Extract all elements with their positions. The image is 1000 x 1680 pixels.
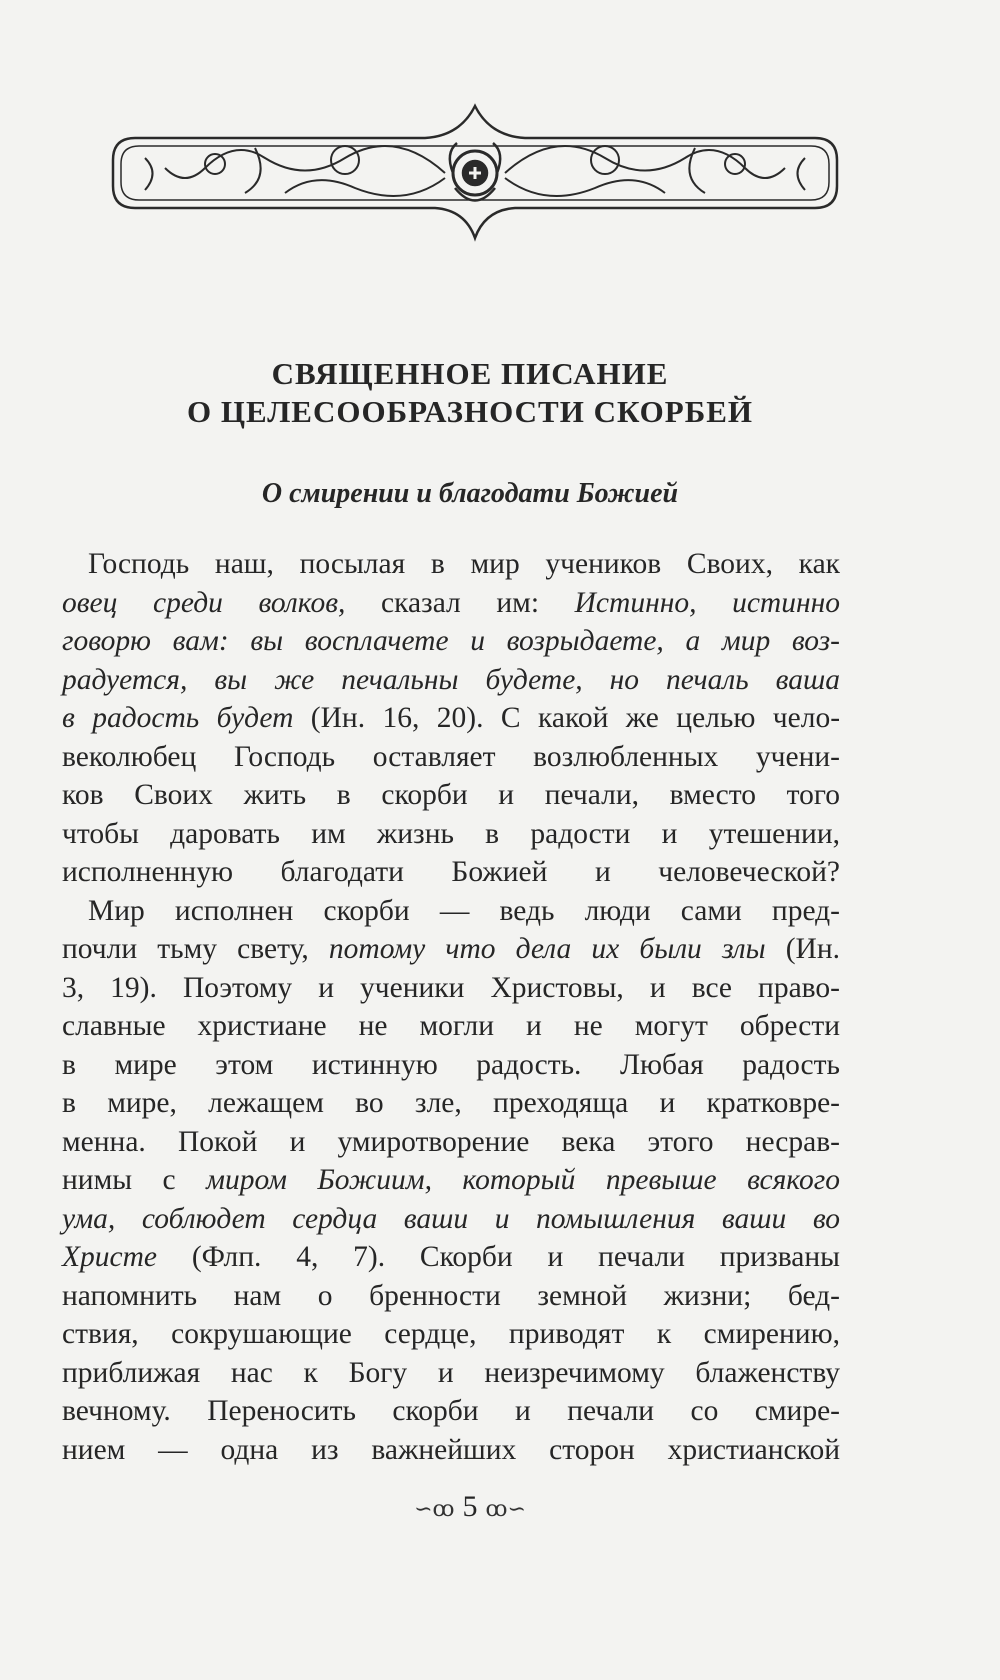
text-segment: почли тьму свету, <box>62 933 329 965</box>
scripture-quote: потому что дела их были злы <box>328 933 766 965</box>
text-line <box>62 699 840 738</box>
page-number: 5 <box>462 1490 478 1523</box>
text-line <box>62 892 840 931</box>
text-line <box>62 1238 840 1277</box>
text-line <box>62 1046 840 1085</box>
text-line <box>62 1123 840 1162</box>
body-text <box>62 545 840 1469</box>
text-segment: в мире этом истинную радость. Любая радость <box>62 1048 840 1081</box>
text-segment: вечному. Переносить скорби и печали со смире- <box>62 1395 840 1427</box>
text-segment: чтобы даровать им жизнь в радости и утешении, <box>62 817 840 850</box>
text-segment: менна. Покой и умиротворение века этого несрав- <box>62 1125 840 1158</box>
text-line <box>62 1161 840 1200</box>
text-segment: (Флп. 4, 7). Скорби и печали призваны <box>157 1241 840 1273</box>
text-line <box>62 1392 840 1431</box>
text-segment: (Ин. 16, 20). С какой же целью чело- <box>293 702 841 734</box>
scripture-quote: миром Божиим, который превыше всякого <box>206 1164 840 1196</box>
text-segment: ствия, сокрушающие сердце, приводят к смирению, <box>62 1318 840 1350</box>
chapter-title-line-1: СВЯЩЕННОЕ ПИСАНИЕ <box>271 356 669 391</box>
text-line <box>62 545 840 584</box>
text-segment: ков Своих жить в скорби и печали, вместо того <box>62 779 840 811</box>
text-line <box>62 661 840 700</box>
text-segment: Господь наш, посылая в мир учеников Своих, как <box>88 548 840 580</box>
scripture-quote: ума, соблюдет сердца ваши и помышления ваши во <box>62 1202 840 1235</box>
text-segment: в мире, лежащем во зле, преходяща и кратковре- <box>62 1087 840 1119</box>
scripture-quote: Христе <box>62 1241 158 1273</box>
scripture-quote: овец среди волков, <box>62 586 346 619</box>
text-segment: 3, 19). Поэтому и ученики Христовы, и все право- <box>62 971 840 1004</box>
text-line <box>62 930 840 969</box>
right-flourish-icon: ꝏ∽ <box>485 1496 526 1522</box>
text-segment: Мир исполнен скорби — ведь люди сами пред- <box>88 894 840 927</box>
text-line <box>62 815 840 854</box>
text-line <box>62 584 840 623</box>
floral-header-ornament-icon <box>105 98 845 248</box>
scripture-quote: радуется, вы же печальны будете, но печаль ваша <box>62 663 840 696</box>
text-line <box>62 1084 840 1123</box>
text-segment: приближая нас к Богу и неизречимому блаженству <box>62 1356 840 1389</box>
text-line <box>62 1007 840 1046</box>
page-footer <box>0 1490 940 1524</box>
text-line <box>62 853 840 892</box>
scripture-quote: Истинно, истинно <box>574 586 840 619</box>
chapter-title-line-2: О ЦЕЛЕСООБРАЗНОСТИ СКОРБЕЙ <box>186 394 754 429</box>
text-segment: (Ин. <box>765 933 841 965</box>
text-segment: нием — одна из важнейших сторон христианской <box>62 1433 840 1466</box>
section-subheading: О смирении и благодати Божией <box>261 478 679 509</box>
text-line <box>62 1200 840 1239</box>
text-line <box>62 776 840 815</box>
text-segment: сказал им: <box>345 586 575 619</box>
scripture-quote: в радость будет <box>62 702 294 734</box>
text-segment: славные христиане не могли и не могут обрести <box>62 1010 840 1042</box>
text-line <box>62 1354 840 1393</box>
scripture-quote: говорю вам: вы восплачете и возрыдаете, а мир воз- <box>62 625 840 657</box>
left-flourish-icon: ∽ꝏ <box>414 1496 455 1522</box>
text-segment: исполненную благодати Божией и человеческой? <box>62 856 840 888</box>
text-line <box>62 738 840 777</box>
text-line <box>62 1431 840 1470</box>
text-segment: напомнить нам о бренности земной жизни; бед- <box>62 1279 840 1312</box>
text-line <box>62 622 840 661</box>
text-line <box>62 1277 840 1316</box>
text-segment: веколюбец Господь оставляет возлюбленных учени- <box>62 740 840 773</box>
text-line <box>62 1315 840 1354</box>
text-segment: нимы с <box>62 1164 207 1196</box>
text-line <box>62 969 840 1008</box>
